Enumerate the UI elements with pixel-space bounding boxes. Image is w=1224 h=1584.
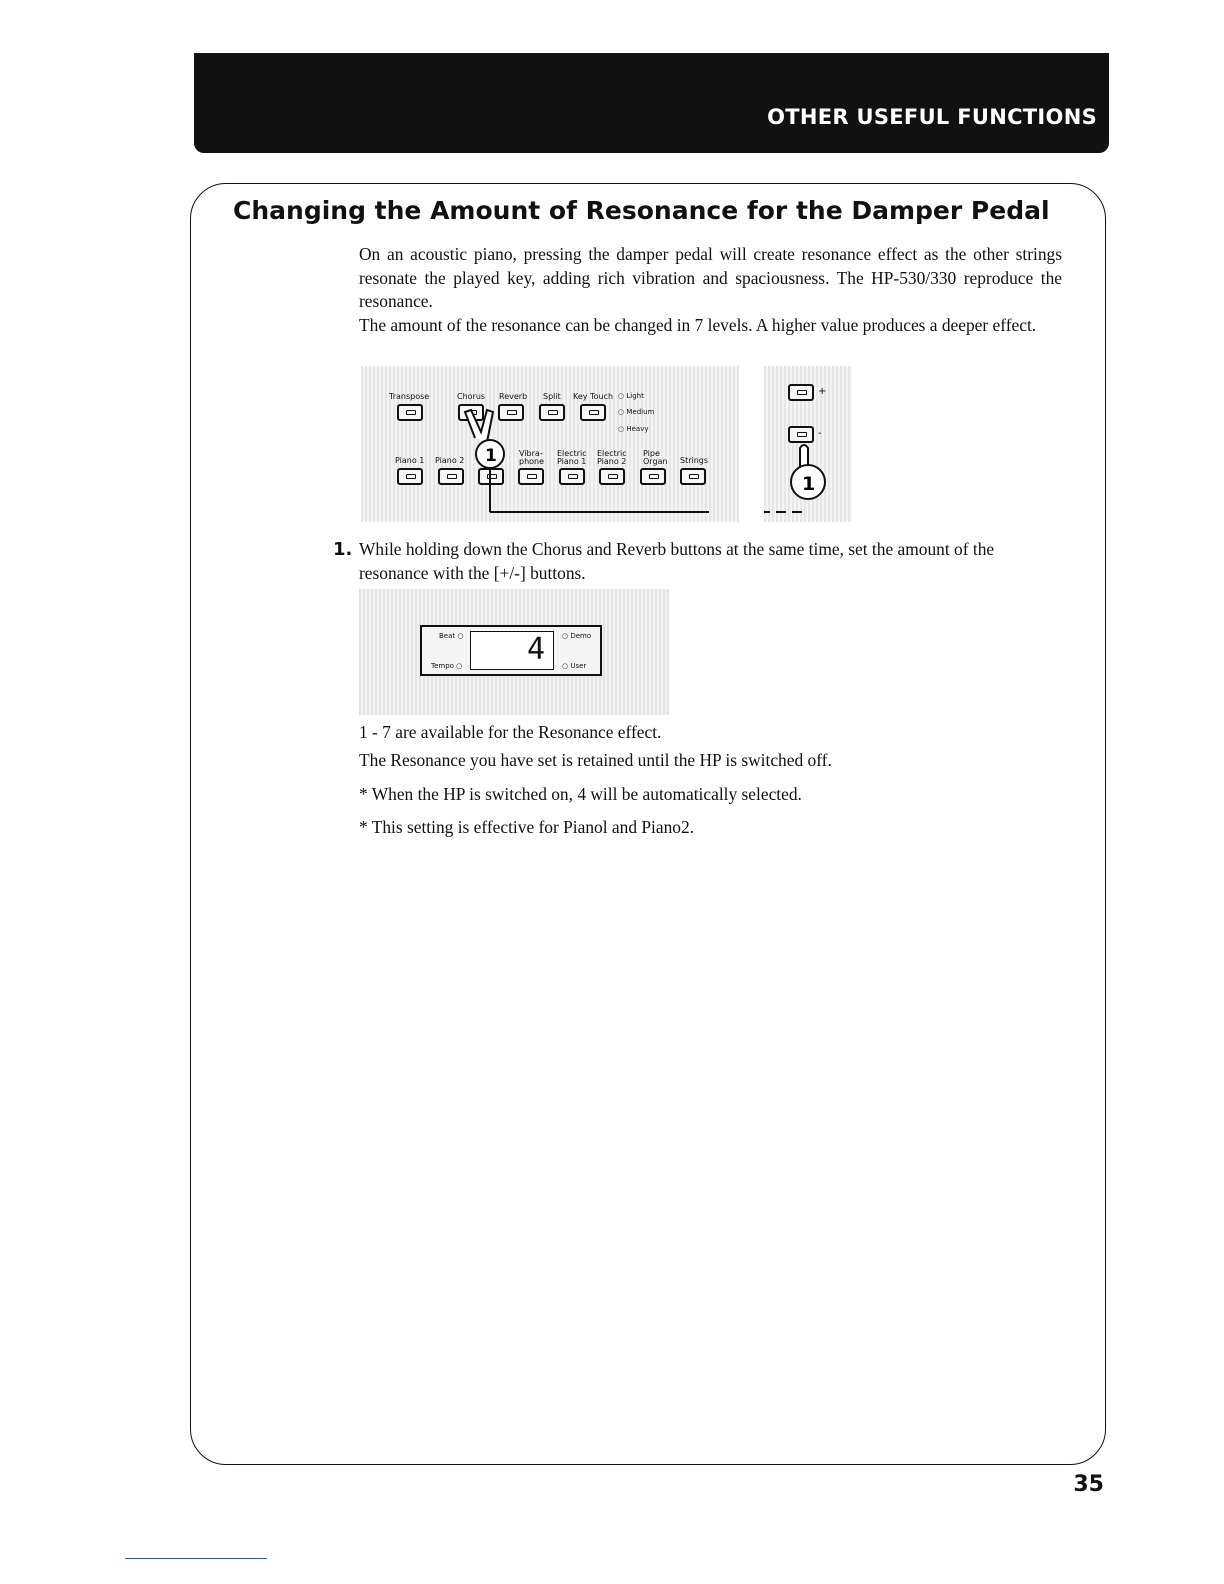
range-note: 1 - 7 are available for the Resonance effect. [359, 722, 662, 742]
lcd-window [470, 631, 554, 670]
led-tempo: Tempo ○ [431, 662, 463, 670]
plus-label: + [818, 386, 827, 397]
label-piano1: Piano 1 [395, 456, 425, 465]
note-1: * When the HP is switched on, 4 will be automatically selected. [359, 784, 802, 804]
svg-text:1: 1 [802, 473, 816, 495]
label-key-touch: Key Touch [573, 392, 614, 401]
label-chorus: Chorus [457, 392, 486, 401]
led-demo: ○ Demo [562, 632, 592, 640]
label-strings: Strings [680, 456, 709, 465]
svg-text:1: 1 [485, 446, 497, 466]
led-user: ○ User [562, 662, 587, 670]
section-title: OTHER USEFUL FUNCTIONS [767, 105, 1097, 129]
label-vibraphone: Vibra-phone [519, 449, 545, 466]
led-beat: Beat ○ [439, 632, 464, 640]
page-number: 35 [1073, 1472, 1104, 1497]
led-heavy: ○ Heavy [618, 425, 649, 433]
led-light: ○ Light [618, 392, 644, 400]
page-title: Changing the Amount of Resonance for the Damper Pedal [233, 196, 1050, 225]
minus-label: - [818, 428, 822, 439]
resonance-value: 4 [526, 632, 545, 667]
led-medium: ○ Medium [618, 408, 655, 416]
panel-buttons-illustration [361, 366, 739, 522]
plus-minus-illustration [764, 366, 852, 522]
intro-paragraph-1: On an acoustic piano, pressing the damper pedal will create resonance effect as the other strings resonate the played key, adding rich vibration and spaciousness. The HP-530/330 reproduce the resonance. [359, 244, 1062, 311]
label-split: Split [543, 392, 561, 401]
two-finger-hand-icon [361, 366, 739, 522]
footer-rule [125, 1558, 267, 1559]
label-transpose: Transpose [389, 392, 430, 401]
label-pipe-organ: Pipe Organ [643, 449, 668, 466]
label-electric-piano-2: Electric Piano 2 [597, 449, 627, 466]
label-electric-piano-1: Electric Piano 1 [557, 449, 587, 466]
lcd-display [420, 625, 602, 676]
section-header-bar [194, 53, 1109, 153]
step-text: While holding down the Chorus and Reverb buttons at the same time, set the amount of the resonance with the [+/-] buttons. [359, 539, 995, 583]
label-reverb: Reverb [499, 392, 528, 401]
retain-note: The Resonance you have set is retained until the HP is switched off. [359, 750, 832, 770]
pointing-hand-icon [764, 366, 852, 522]
note-2: * This setting is effective for Pianol and Piano2. [359, 817, 695, 837]
intro-paragraph-2: The amount of the resonance can be changed in 7 levels. A higher value produces a deeper effect. [359, 315, 1037, 335]
step-number: 1. [333, 539, 353, 560]
label-piano2: Piano 2 [435, 456, 465, 465]
